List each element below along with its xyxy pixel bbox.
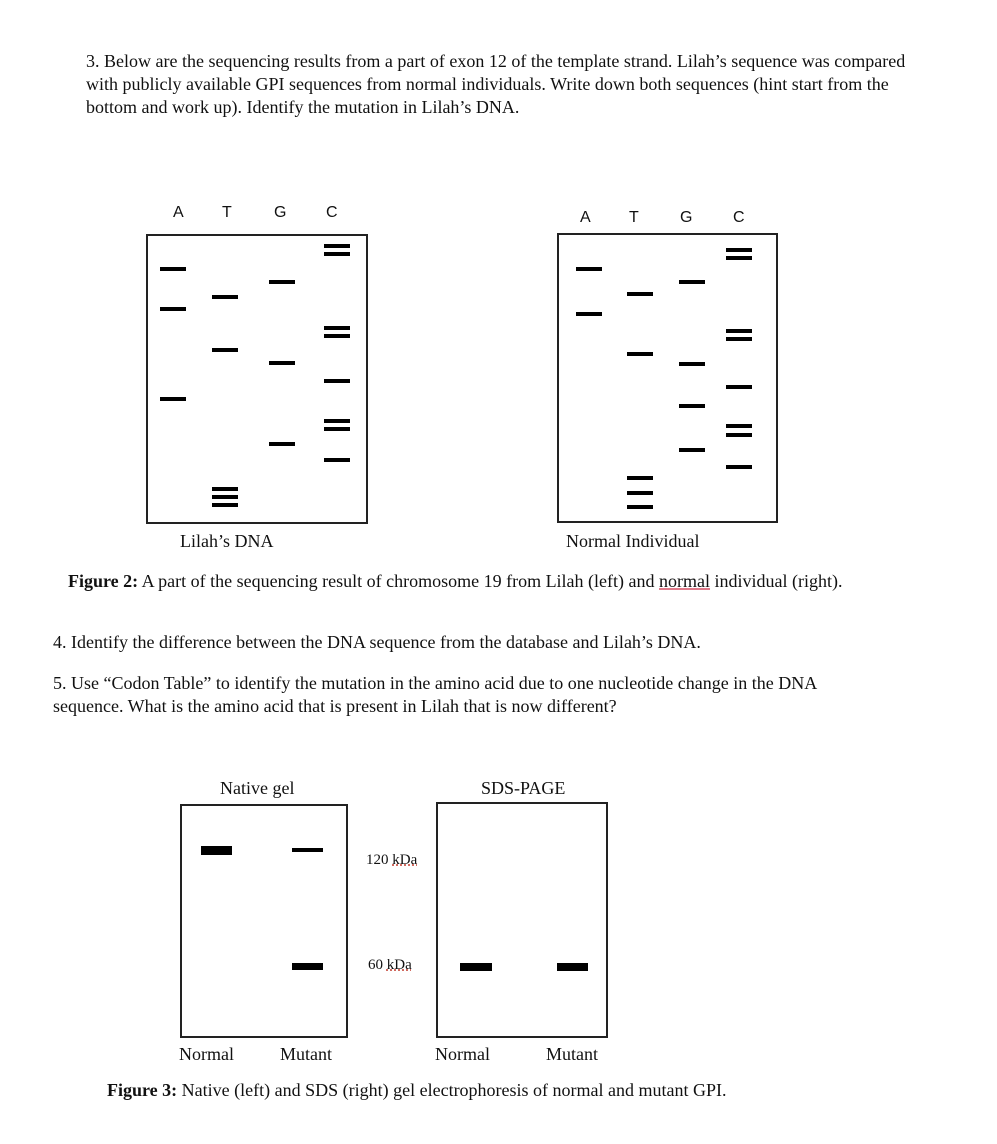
band [627, 352, 653, 356]
band [627, 292, 653, 296]
band [201, 846, 232, 855]
marker-60kda-value: 60 [368, 957, 383, 973]
band [726, 337, 752, 341]
band [324, 252, 350, 256]
band [269, 361, 295, 365]
band [726, 329, 752, 333]
band [160, 267, 186, 271]
figure-2-caption [68, 570, 898, 593]
marker-60kda [368, 957, 412, 974]
native-lane-label-mutant: Mutant [280, 1044, 332, 1064]
band [324, 334, 350, 338]
native-gel [180, 804, 348, 1038]
lane-label-a: A [173, 204, 184, 221]
band [212, 487, 238, 491]
native-gel-title: Native gel [220, 778, 295, 798]
lilah-gel-label: Lilah’s DNA [180, 531, 274, 551]
native-lane-label-normal: Normal [179, 1044, 234, 1064]
band [576, 312, 602, 316]
band [292, 963, 323, 970]
normal-gel-label: Normal Individual [566, 531, 700, 551]
sds-lane-label-normal: Normal [435, 1044, 490, 1064]
sds-gel-title: SDS-PAGE [481, 778, 566, 798]
lane-label-c: C [326, 204, 338, 221]
band [726, 465, 752, 469]
band [557, 963, 588, 971]
band [627, 505, 653, 509]
question-3-text: 3. Below are the sequencing results from a part of exon 12 of the template strand. Lilah’s sequence was compared with publicly available GPI sequences from normal individuals. Write down both sequences (hint start from the bottom and work up). Identify the mutation in Lilah’s DNA. [86, 51, 906, 117]
band [324, 326, 350, 330]
marker-unit: kDa [392, 852, 418, 868]
figure-2-caption-label: Figure 2: [68, 571, 139, 591]
marker-120kda [366, 852, 417, 869]
band [212, 503, 238, 507]
band [726, 256, 752, 260]
band [679, 404, 705, 408]
band [627, 476, 653, 480]
figure-2-caption-underlined-word: normal [659, 571, 711, 591]
band [212, 495, 238, 499]
normal-gel [557, 233, 778, 523]
figure-3-caption-label: Figure 3: [107, 1080, 178, 1100]
band [324, 244, 350, 248]
marker-unit: kDa [386, 957, 412, 973]
sds-lane-label-mutant: Mutant [546, 1044, 598, 1064]
figure-3-caption-text: Native (left) and SDS (right) gel electrophoresis of normal and mutant GPI. [177, 1080, 727, 1100]
band [726, 424, 752, 428]
question-4-text: 4. Identify the difference between the DNA sequence from the database and Lilah’s DNA. [53, 632, 701, 652]
lane-label-a: A [580, 209, 591, 226]
band [324, 458, 350, 462]
band [726, 385, 752, 389]
band [324, 427, 350, 431]
lane-label-t: T [222, 204, 232, 221]
band [627, 491, 653, 495]
band [460, 963, 492, 971]
band [726, 433, 752, 437]
lane-label-c: C [733, 209, 745, 226]
band [324, 419, 350, 423]
band [212, 295, 238, 299]
band [726, 248, 752, 252]
band [292, 848, 323, 852]
band [160, 307, 186, 311]
figure-2-caption-text: A part of the sequencing result of chromosome 19 from Lilah (left) and [138, 571, 660, 591]
lane-label-g: G [680, 209, 693, 226]
band [269, 442, 295, 446]
question-5-text: 5. Use “Codon Table” to identify the mutation in the amino acid due to one nucleotide change in the DNA sequence. What is the amino acid that is present in Lilah that is now different? [53, 673, 817, 716]
band [160, 397, 186, 401]
sds-gel [436, 802, 608, 1038]
lane-label-t: T [629, 209, 639, 226]
band [212, 348, 238, 352]
figure-3-caption [107, 1079, 907, 1102]
figure-2-caption-text-end: individual (right). [710, 571, 843, 591]
marker-120kda-value: 120 [366, 852, 389, 868]
band [269, 280, 295, 284]
band [679, 362, 705, 366]
band [679, 280, 705, 284]
lilah-gel [146, 234, 368, 524]
band [324, 379, 350, 383]
lane-label-g: G [274, 204, 287, 221]
band [576, 267, 602, 271]
band [679, 448, 705, 452]
